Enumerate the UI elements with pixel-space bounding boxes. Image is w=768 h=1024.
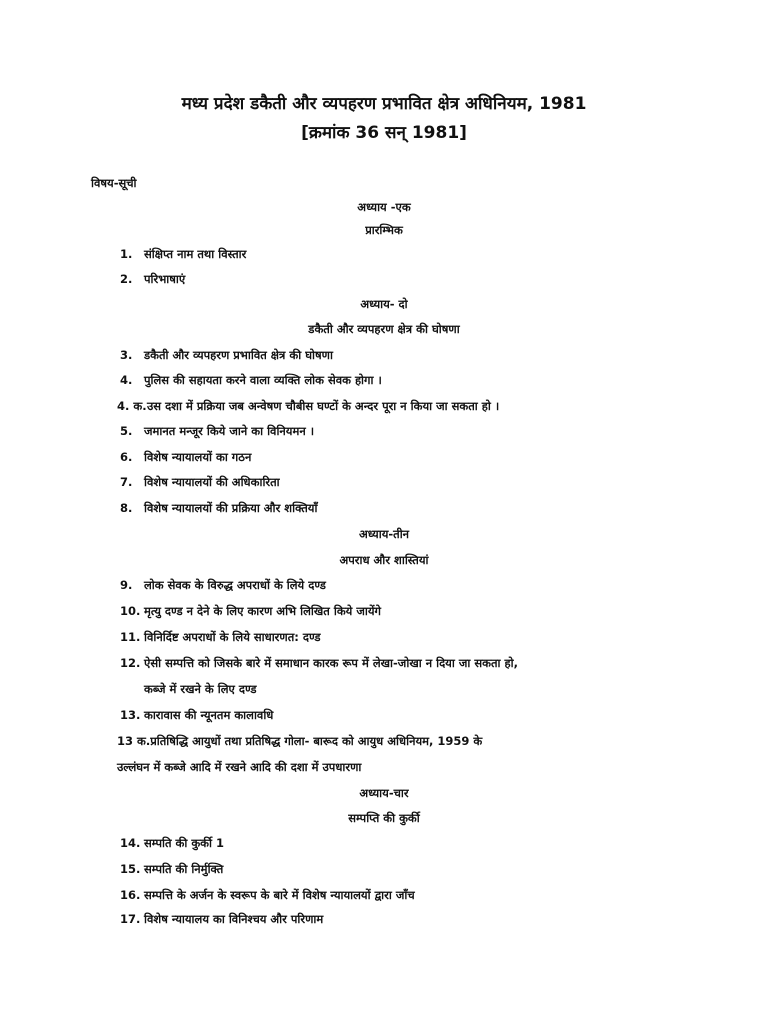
document-subtitle: [क्रमांक 36 सन् 1981] [301, 123, 467, 143]
toc-item-number: 11. [120, 630, 141, 644]
toc-item-text: विशेष न्यायालयों की प्रक्रिया और शक्तियाँ [144, 501, 318, 515]
toc-item-text: मृत्यु दण्ड न देने के लिए कारण अभि लिखित किये जायेंगे [144, 604, 382, 618]
toc-item-text: विशेष न्यायालयों का गठन [144, 450, 252, 464]
toc-item-number: 3. [120, 348, 133, 362]
toc-item-text: विशेष न्यायालयों की अधिकारिता [144, 475, 280, 489]
toc-item-text: संक्षिप्त नाम तथा विस्तार [144, 247, 247, 261]
toc-item-text: डकैती और व्यपहरण प्रभावित क्षेत्र की घोषणा [144, 348, 333, 362]
toc-item-text: विशेष न्यायालय का विनिश्चय और परिणाम [144, 912, 324, 926]
toc-item-number: 13. [120, 708, 141, 722]
toc-item-text: लोक सेवक के विरुद्ध अपराधों के लिये दण्ड [144, 578, 326, 592]
toc-item [120, 424, 314, 439]
toc-item-number: 8. [120, 501, 133, 515]
toc-item [120, 348, 333, 363]
toc-item [120, 888, 415, 903]
toc-item [120, 604, 381, 619]
toc-item-text: परिभाषाएं [144, 272, 186, 286]
toc-item [120, 373, 382, 388]
chapter-heading: अध्याय-चार [359, 786, 409, 800]
toc-item-number: 6. [120, 450, 133, 464]
toc-item-number: 4. क. [117, 399, 147, 413]
toc-item-number: 2. [120, 272, 133, 286]
toc-item [120, 450, 251, 465]
toc-item-number: 15. [120, 862, 141, 876]
toc-item [120, 247, 246, 262]
toc-item [120, 912, 323, 927]
toc-item [120, 501, 317, 516]
chapter-title: अपराध और शास्तियां [339, 553, 429, 567]
toc-item-text: कारावास की न्यूनतम कालावधि [144, 708, 274, 722]
toc-item-text: विनिर्दिष्ट अपराधों के लिये साधारणत: दण्ड [144, 630, 321, 644]
toc-item [120, 630, 321, 645]
toc-item-continuation: उल्लंघन में कब्जे आदि में रखने आदि की दशा में उपधारणा [117, 760, 362, 774]
toc-item-text: जमानत मन्जूर किये जाने का विनियमन । [144, 424, 315, 438]
toc-item [117, 399, 499, 414]
toc-item-continuation: कब्जे में रखने के लिए दण्ड [144, 682, 257, 696]
toc-item-text: सम्पति की निर्मुक्ति [144, 862, 224, 876]
chapter-title: सम्पप्ति की कुर्की [348, 811, 420, 825]
toc-item-number: 13 क. [117, 734, 151, 748]
toc-item-number: 5. [120, 424, 133, 438]
toc-item-text: सम्पत्ति के अर्जन के स्वरूप के बारे में विशेष न्यायालयों द्वारा जाँच [144, 888, 415, 902]
toc-item-number: 12. [120, 656, 141, 670]
toc-item-text: प्रतिषिद्धि आयुधों तथा प्रतिषिद्ध गोला- बारूद को आयुध अधिनियम, 1959 के [150, 734, 483, 748]
chapter-heading: अध्याय-तीन [358, 527, 410, 541]
toc-item-text: उस दशा में प्रक्रिया जब अन्वेषण चौबीस घण्टों के अन्दर पूरा न किया जा सकता हो । [147, 399, 500, 413]
toc-item-text: सम्पति की कुर्की 1 [144, 836, 224, 850]
toc-item-number: 7. [120, 475, 133, 489]
toc-item-number: 1. [120, 247, 133, 261]
chapter-title: डकैती और व्यपहरण क्षेत्र की घोषणा [308, 322, 460, 336]
toc-label: विषय-सूची [91, 176, 137, 190]
chapter-heading: अध्याय -एक [357, 200, 411, 214]
document-title: मध्य प्रदेश डकैती और व्यपहरण प्रभावित क्षेत्र अधिनियम, 1981 [181, 94, 587, 114]
toc-item-number: 14. [120, 836, 141, 850]
toc-item [120, 272, 185, 287]
toc-item [120, 656, 518, 671]
toc-item-text: ऐसी सम्पत्ति को जिसके बारे में समाधान कारक रूप में लेखा-जोखा न दिया जा सकता हो, [144, 656, 518, 670]
toc-item [120, 475, 280, 490]
toc-item-number: 16. [120, 888, 141, 902]
toc-item-number: 10. [120, 604, 141, 618]
toc-item-text: पुलिस की सहायता करने वाला व्यक्ति लोक सेवक होगा । [144, 373, 382, 387]
chapter-heading: अध्याय- दो [360, 297, 408, 311]
toc-item [120, 578, 326, 593]
toc-item-number: 9. [120, 578, 133, 592]
toc-item-number: 17. [120, 912, 141, 926]
toc-item [120, 708, 273, 723]
toc-item [120, 836, 224, 851]
toc-item [120, 862, 223, 877]
toc-item [117, 734, 482, 749]
chapter-title: प्रारम्भिक [365, 223, 403, 237]
toc-item-number: 4. [120, 373, 133, 387]
